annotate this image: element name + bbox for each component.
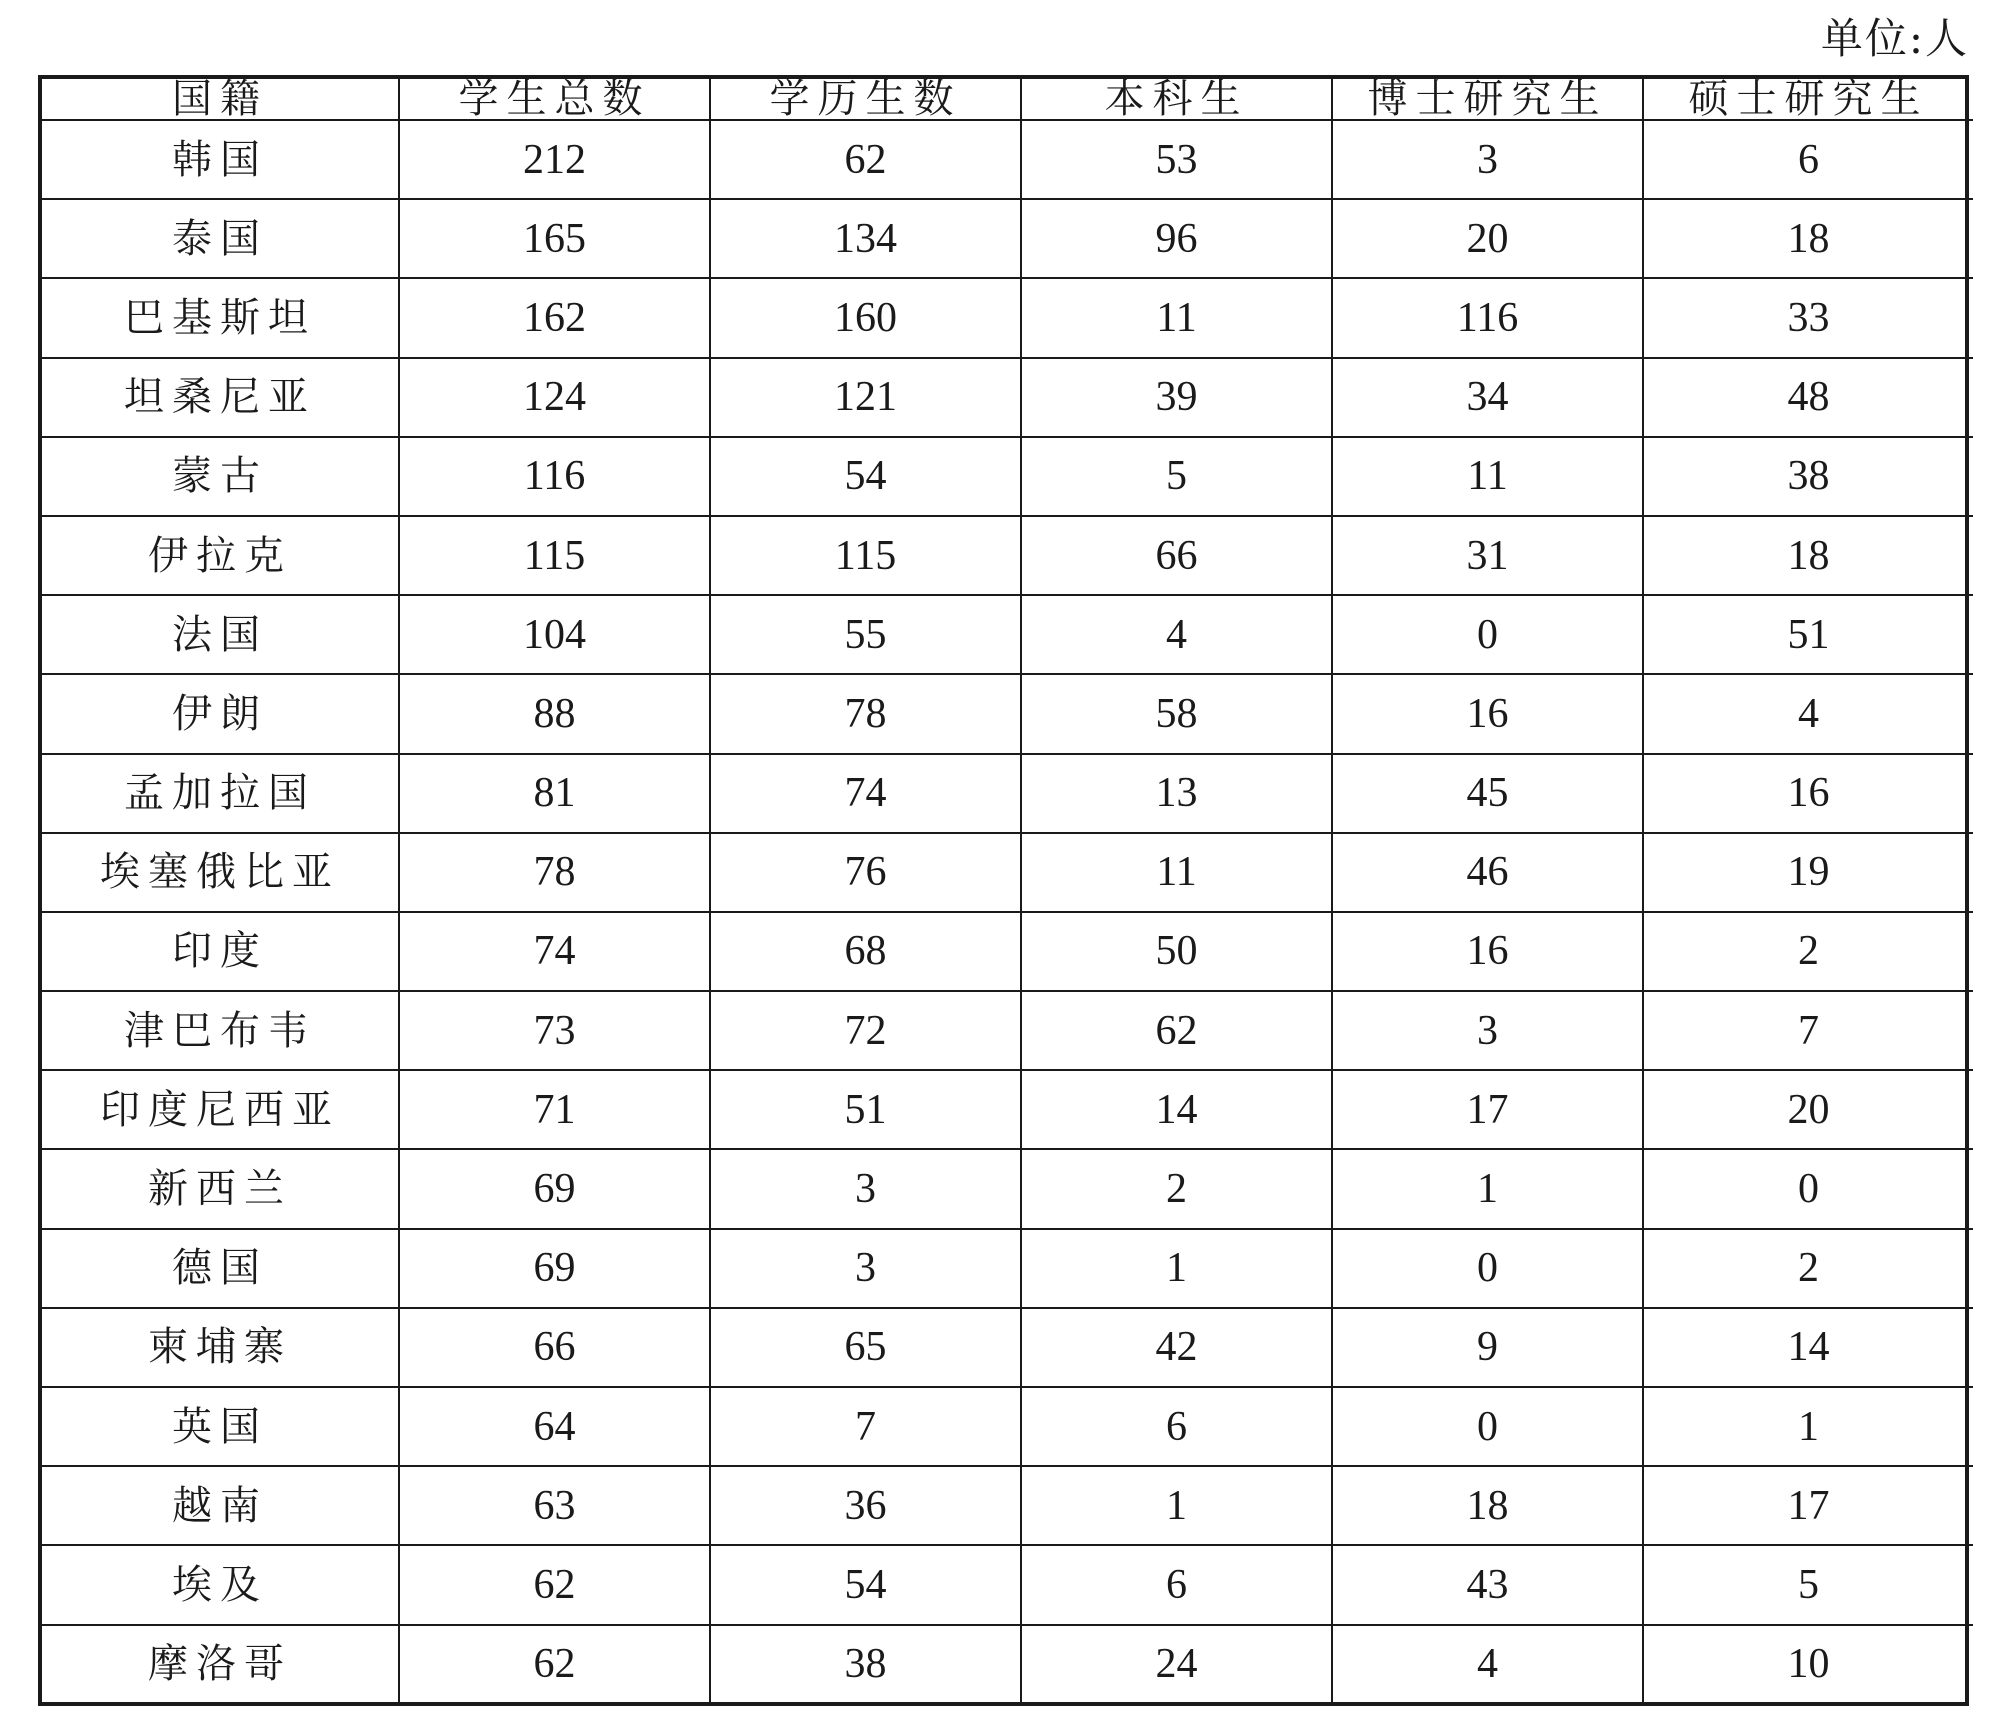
cell-undergraduates: 6 — [1021, 1545, 1332, 1624]
cell-undergraduates: 14 — [1021, 1070, 1332, 1149]
table-row — [42, 754, 1973, 833]
cell-degree-students: 38 — [710, 1625, 1021, 1702]
cell-undergraduates: 24 — [1021, 1625, 1332, 1702]
cell-undergraduates: 4 — [1021, 595, 1332, 674]
cell-masters: 18 — [1643, 199, 1973, 278]
header-undergraduates: 本科生 — [1021, 79, 1332, 120]
cell-masters: 5 — [1643, 1545, 1973, 1624]
cell-nationality: 埃及 — [42, 1545, 399, 1624]
cell-masters: 51 — [1643, 595, 1973, 674]
cell-undergraduates: 39 — [1021, 358, 1332, 437]
cell-masters: 0 — [1643, 1149, 1973, 1228]
table-row — [42, 1308, 1973, 1387]
table-row — [42, 1149, 1973, 1228]
cell-total-students: 115 — [399, 516, 710, 595]
table-row — [42, 278, 1973, 357]
cell-nationality: 伊拉克 — [42, 516, 399, 595]
table-row — [42, 1070, 1973, 1149]
cell-masters: 38 — [1643, 437, 1973, 516]
cell-degree-students: 72 — [710, 991, 1021, 1070]
cell-total-students: 116 — [399, 437, 710, 516]
cell-masters: 17 — [1643, 1466, 1973, 1545]
cell-masters: 2 — [1643, 1229, 1973, 1308]
cell-total-students: 66 — [399, 1308, 710, 1387]
cell-nationality: 泰国 — [42, 199, 399, 278]
cell-degree-students: 74 — [710, 754, 1021, 833]
cell-total-students: 212 — [399, 120, 710, 199]
table-row — [42, 912, 1973, 991]
unit-note: 单位:人 — [1820, 14, 1969, 63]
cell-masters: 48 — [1643, 358, 1973, 437]
cell-total-students: 63 — [399, 1466, 710, 1545]
cell-nationality: 伊朗 — [42, 674, 399, 753]
cell-nationality: 巴基斯坦 — [42, 278, 399, 357]
cell-undergraduates: 96 — [1021, 199, 1332, 278]
cell-nationality: 孟加拉国 — [42, 754, 399, 833]
cell-undergraduates: 1 — [1021, 1466, 1332, 1545]
cell-total-students: 73 — [399, 991, 710, 1070]
cell-undergraduates: 58 — [1021, 674, 1332, 753]
cell-doctoral: 45 — [1332, 754, 1643, 833]
header-degree-students: 学历生数 — [710, 79, 1021, 120]
cell-masters: 10 — [1643, 1625, 1973, 1702]
cell-doctoral: 0 — [1332, 1387, 1643, 1466]
cell-undergraduates: 53 — [1021, 120, 1332, 199]
cell-degree-students: 54 — [710, 1545, 1021, 1624]
cell-doctoral: 17 — [1332, 1070, 1643, 1149]
cell-doctoral: 16 — [1332, 912, 1643, 991]
cell-degree-students: 3 — [710, 1229, 1021, 1308]
cell-degree-students: 115 — [710, 516, 1021, 595]
cell-degree-students: 7 — [710, 1387, 1021, 1466]
cell-total-students: 64 — [399, 1387, 710, 1466]
cell-doctoral: 46 — [1332, 833, 1643, 912]
cell-doctoral: 0 — [1332, 1229, 1643, 1308]
cell-total-students: 162 — [399, 278, 710, 357]
student-table-grid — [42, 76, 1973, 1702]
cell-nationality: 德国 — [42, 1229, 399, 1308]
cell-degree-students: 55 — [710, 595, 1021, 674]
cell-degree-students: 62 — [710, 120, 1021, 199]
cell-doctoral: 34 — [1332, 358, 1643, 437]
cell-doctoral: 1 — [1332, 1149, 1643, 1228]
cell-total-students: 71 — [399, 1070, 710, 1149]
table-row — [42, 674, 1973, 753]
cell-doctoral: 18 — [1332, 1466, 1643, 1545]
header-total-students: 学生总数 — [399, 79, 710, 120]
cell-doctoral: 43 — [1332, 1545, 1643, 1624]
cell-masters: 14 — [1643, 1308, 1973, 1387]
cell-degree-students: 121 — [710, 358, 1021, 437]
cell-degree-students: 65 — [710, 1308, 1021, 1387]
cell-total-students: 69 — [399, 1229, 710, 1308]
cell-degree-students: 76 — [710, 833, 1021, 912]
cell-masters: 2 — [1643, 912, 1973, 991]
header-doctoral: 博士研究生 — [1332, 79, 1643, 120]
table-header-row — [42, 79, 1973, 120]
cell-masters: 6 — [1643, 120, 1973, 199]
cell-total-students: 81 — [399, 754, 710, 833]
cell-masters: 16 — [1643, 754, 1973, 833]
student-table — [38, 75, 1969, 1706]
cell-doctoral: 11 — [1332, 437, 1643, 516]
table-row — [42, 1545, 1973, 1624]
cell-total-students: 74 — [399, 912, 710, 991]
cell-undergraduates: 2 — [1021, 1149, 1332, 1228]
table-row — [42, 199, 1973, 278]
table-row — [42, 595, 1973, 674]
cell-undergraduates: 13 — [1021, 754, 1332, 833]
cell-degree-students: 51 — [710, 1070, 1021, 1149]
table-row — [42, 1229, 1973, 1308]
table-row — [42, 437, 1973, 516]
cell-nationality: 越南 — [42, 1466, 399, 1545]
cell-masters: 4 — [1643, 674, 1973, 753]
cell-total-students: 165 — [399, 199, 710, 278]
cell-masters: 20 — [1643, 1070, 1973, 1149]
header-masters: 硕士研究生 — [1643, 79, 1973, 120]
cell-nationality: 蒙古 — [42, 437, 399, 516]
cell-undergraduates: 50 — [1021, 912, 1332, 991]
cell-nationality: 印度 — [42, 912, 399, 991]
cell-total-students: 78 — [399, 833, 710, 912]
cell-total-students: 62 — [399, 1625, 710, 1702]
cell-degree-students: 68 — [710, 912, 1021, 991]
cell-total-students: 104 — [399, 595, 710, 674]
cell-total-students: 88 — [399, 674, 710, 753]
table-row — [42, 1466, 1973, 1545]
table-row — [42, 991, 1973, 1070]
table-row — [42, 358, 1973, 437]
table-row — [42, 833, 1973, 912]
cell-undergraduates: 6 — [1021, 1387, 1332, 1466]
header-nationality: 国籍 — [42, 79, 399, 120]
cell-doctoral: 9 — [1332, 1308, 1643, 1387]
cell-nationality: 坦桑尼亚 — [42, 358, 399, 437]
cell-nationality: 新西兰 — [42, 1149, 399, 1228]
cell-doctoral: 4 — [1332, 1625, 1643, 1702]
cell-total-students: 62 — [399, 1545, 710, 1624]
cell-degree-students: 78 — [710, 674, 1021, 753]
cell-undergraduates: 62 — [1021, 991, 1332, 1070]
table-row — [42, 1625, 1973, 1702]
cell-undergraduates: 66 — [1021, 516, 1332, 595]
cell-undergraduates: 42 — [1021, 1308, 1332, 1387]
cell-doctoral: 16 — [1332, 674, 1643, 753]
cell-nationality: 津巴布韦 — [42, 991, 399, 1070]
table-row — [42, 516, 1973, 595]
cell-nationality: 英国 — [42, 1387, 399, 1466]
cell-nationality: 韩国 — [42, 120, 399, 199]
cell-undergraduates: 5 — [1021, 437, 1332, 516]
cell-undergraduates: 11 — [1021, 833, 1332, 912]
cell-doctoral: 3 — [1332, 120, 1643, 199]
cell-degree-students: 54 — [710, 437, 1021, 516]
cell-masters: 19 — [1643, 833, 1973, 912]
cell-degree-students: 134 — [710, 199, 1021, 278]
cell-undergraduates: 11 — [1021, 278, 1332, 357]
cell-masters: 33 — [1643, 278, 1973, 357]
cell-total-students: 124 — [399, 358, 710, 437]
cell-doctoral: 0 — [1332, 595, 1643, 674]
cell-degree-students: 3 — [710, 1149, 1021, 1228]
table-row — [42, 1387, 1973, 1466]
cell-degree-students: 36 — [710, 1466, 1021, 1545]
cell-nationality: 摩洛哥 — [42, 1625, 399, 1702]
cell-doctoral: 31 — [1332, 516, 1643, 595]
cell-nationality: 埃塞俄比亚 — [42, 833, 399, 912]
cell-nationality: 印度尼西亚 — [42, 1070, 399, 1149]
cell-total-students: 69 — [399, 1149, 710, 1228]
cell-undergraduates: 1 — [1021, 1229, 1332, 1308]
cell-doctoral: 116 — [1332, 278, 1643, 357]
cell-degree-students: 160 — [710, 278, 1021, 357]
table-row — [42, 120, 1973, 199]
cell-nationality: 法国 — [42, 595, 399, 674]
cell-doctoral: 20 — [1332, 199, 1643, 278]
cell-masters: 7 — [1643, 991, 1973, 1070]
cell-masters: 1 — [1643, 1387, 1973, 1466]
cell-masters: 18 — [1643, 516, 1973, 595]
cell-nationality: 柬埔寨 — [42, 1308, 399, 1387]
cell-doctoral: 3 — [1332, 991, 1643, 1070]
